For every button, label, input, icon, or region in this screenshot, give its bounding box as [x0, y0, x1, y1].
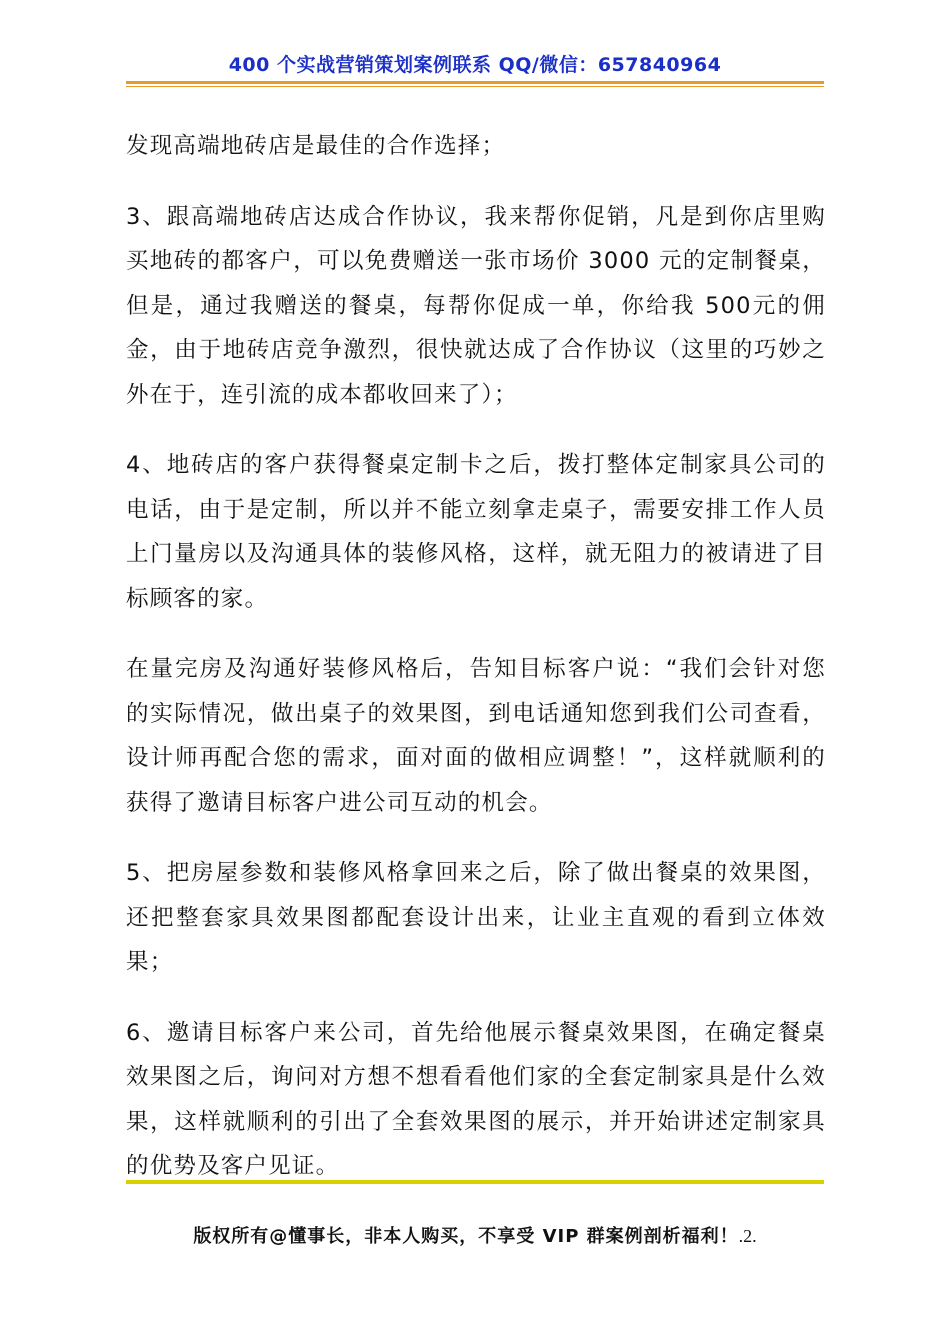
paragraph-continuation: 发现高端地砖店是最佳的合作选择； — [126, 133, 506, 159]
paragraph-measurement: 在量完房及沟通好装修风格后，告知目标客户说：“我们会针对您的实际情况，做出桌子的效果图，到电话通知您到我们公司查看，设计师再配合您的需求，面对面的做相应调整！”，这样就顺利的获得了邀请目标客户进公司互动的机会。 — [126, 656, 826, 816]
page-number: .2. — [738, 1226, 757, 1246]
header-divider-thin — [126, 86, 824, 87]
header-title: 400 个实战营销策划案例联系 QQ/微信：657840964 — [228, 54, 722, 76]
document-body — [126, 124, 826, 1189]
paragraph-step-4: 4、地砖店的客户获得餐桌定制卡之后，拨打整体定制家具公司的电话，由于是定制，所以并不能立刻拿走桌子，需要安排工作人员上门量房以及沟通具体的装修风格，这样，就无阻力的被请进了目标顾客的家。 — [126, 452, 826, 612]
page-header — [126, 52, 824, 78]
paragraph-step-6: 6、邀请目标客户来公司，首先给他展示餐桌效果图，在确定餐桌效果图之后，询问对方想不想看看他们家的全套定制家具是什么效果，这样就顺利的引出了全套效果图的展示，并开始讲述定制家具的优势及客户见证。 — [126, 1019, 826, 1179]
page-footer — [126, 1222, 824, 1248]
header-divider — [126, 81, 824, 84]
paragraph-step-5: 5、把房屋参数和装修风格拿回来之后，除了做出餐桌的效果图，还把整套家具效果图都配套设计出来，让业主直观的看到立体效果； — [126, 860, 826, 975]
footer-divider — [126, 1180, 824, 1184]
footer-copyright: 版权所有@懂事长，非本人购买，不享受 VIP 群案例剖析福利！ — [193, 1226, 739, 1247]
paragraph-step-3: 3、跟高端地砖店达成合作协议，我来帮你促销，凡是到你店里购买地砖的都客户，可以免费赠送一张市场价 3000 元的定制餐桌，但是，通过我赠送的餐桌，每帮你促成一单，你给我 500元的佣金，由于地砖店竞争激烈，很快就达成了合作协议（这里的巧妙之外在于，连引流的成本都收回来了）； — [126, 203, 826, 408]
